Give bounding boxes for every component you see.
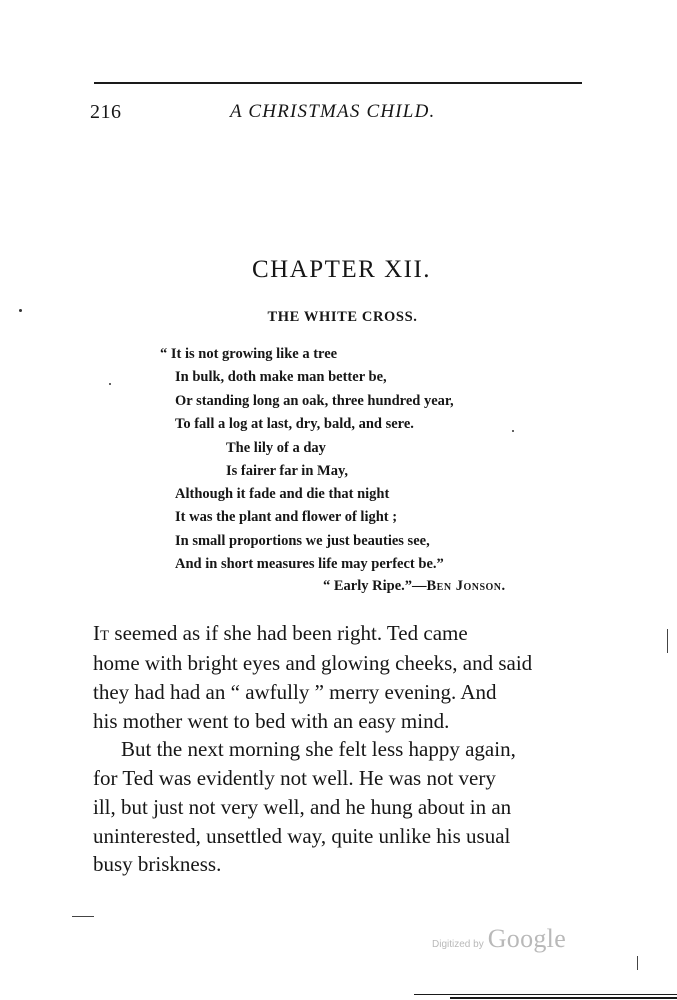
epigraph-line: To fall a log at last, dry, bald, and sere. <box>175 416 414 432</box>
attribution-work: “ Early Ripe.”— <box>323 578 427 594</box>
body-line <box>93 651 532 676</box>
epigraph-line: The lily of a day <box>226 440 326 456</box>
scan-mark <box>72 916 94 917</box>
epigraph-line: Is fairer far in May, <box>226 463 349 479</box>
epigraph-line: It was the plant and flower of light ; <box>175 509 398 525</box>
body-line <box>93 680 497 705</box>
bottom-rule <box>450 997 677 999</box>
digitized-watermark <box>432 924 566 954</box>
body-line-text: But the next morning she felt less happy again, <box>121 737 516 761</box>
body-line-text: uninterested, unsettled way, quite unlike his usual <box>93 824 511 848</box>
body-line-text: seemed as if she had been right. Ted came <box>109 621 468 645</box>
body-line <box>93 852 221 877</box>
body-line <box>93 766 496 791</box>
scan-mark <box>637 956 638 970</box>
epigraph-line: And in short measures life may perfect be.” <box>175 556 444 572</box>
body-line <box>93 621 468 646</box>
chapter-heading: CHAPTER XII. <box>251 256 432 283</box>
body-line <box>93 795 511 820</box>
bottom-rule <box>414 994 677 995</box>
page-number: 216 <box>90 101 122 123</box>
body-line-text: home with bright eyes and glowing cheeks, and said <box>93 651 533 675</box>
body-line-text: busy briskness. <box>93 852 222 876</box>
scan-mark <box>667 629 668 653</box>
epigraph-line: In bulk, doth make man better be, <box>175 369 387 385</box>
body-line-text: ill, but just not very well, and he hung about in an <box>93 795 512 819</box>
epigraph-line: Or standing long an oak, three hundred year, <box>175 393 454 409</box>
scan-speck <box>512 430 514 432</box>
body-line-text: they had had an “ awfully ” merry evening. And <box>93 680 497 704</box>
epigraph-line: Although it fade and die that night <box>175 486 390 502</box>
header-rule <box>94 82 582 84</box>
body-line-text: for Ted was evidently not well. He was not very <box>93 766 496 790</box>
attribution-author: Ben Jonson. <box>426 578 506 594</box>
epigraph-line: In small proportions we just beauties see, <box>175 533 430 549</box>
body-line-text: his mother went to bed with an easy mind. <box>93 709 450 733</box>
scan-speck <box>19 309 22 312</box>
chapter-title: THE WHITE CROSS. <box>267 309 418 325</box>
drop-lead: It <box>93 621 110 645</box>
running-title: A CHRISTMAS CHILD. <box>230 101 436 122</box>
body-line <box>93 824 510 849</box>
scan-speck <box>109 383 111 385</box>
body-line <box>93 709 449 734</box>
watermark-brand: Google <box>487 924 567 953</box>
epigraph-attribution <box>323 578 506 595</box>
epigraph-line: “ It is not growing like a tree <box>160 346 338 362</box>
body-line <box>121 737 516 762</box>
watermark-prefix: Digitized by <box>432 939 484 950</box>
